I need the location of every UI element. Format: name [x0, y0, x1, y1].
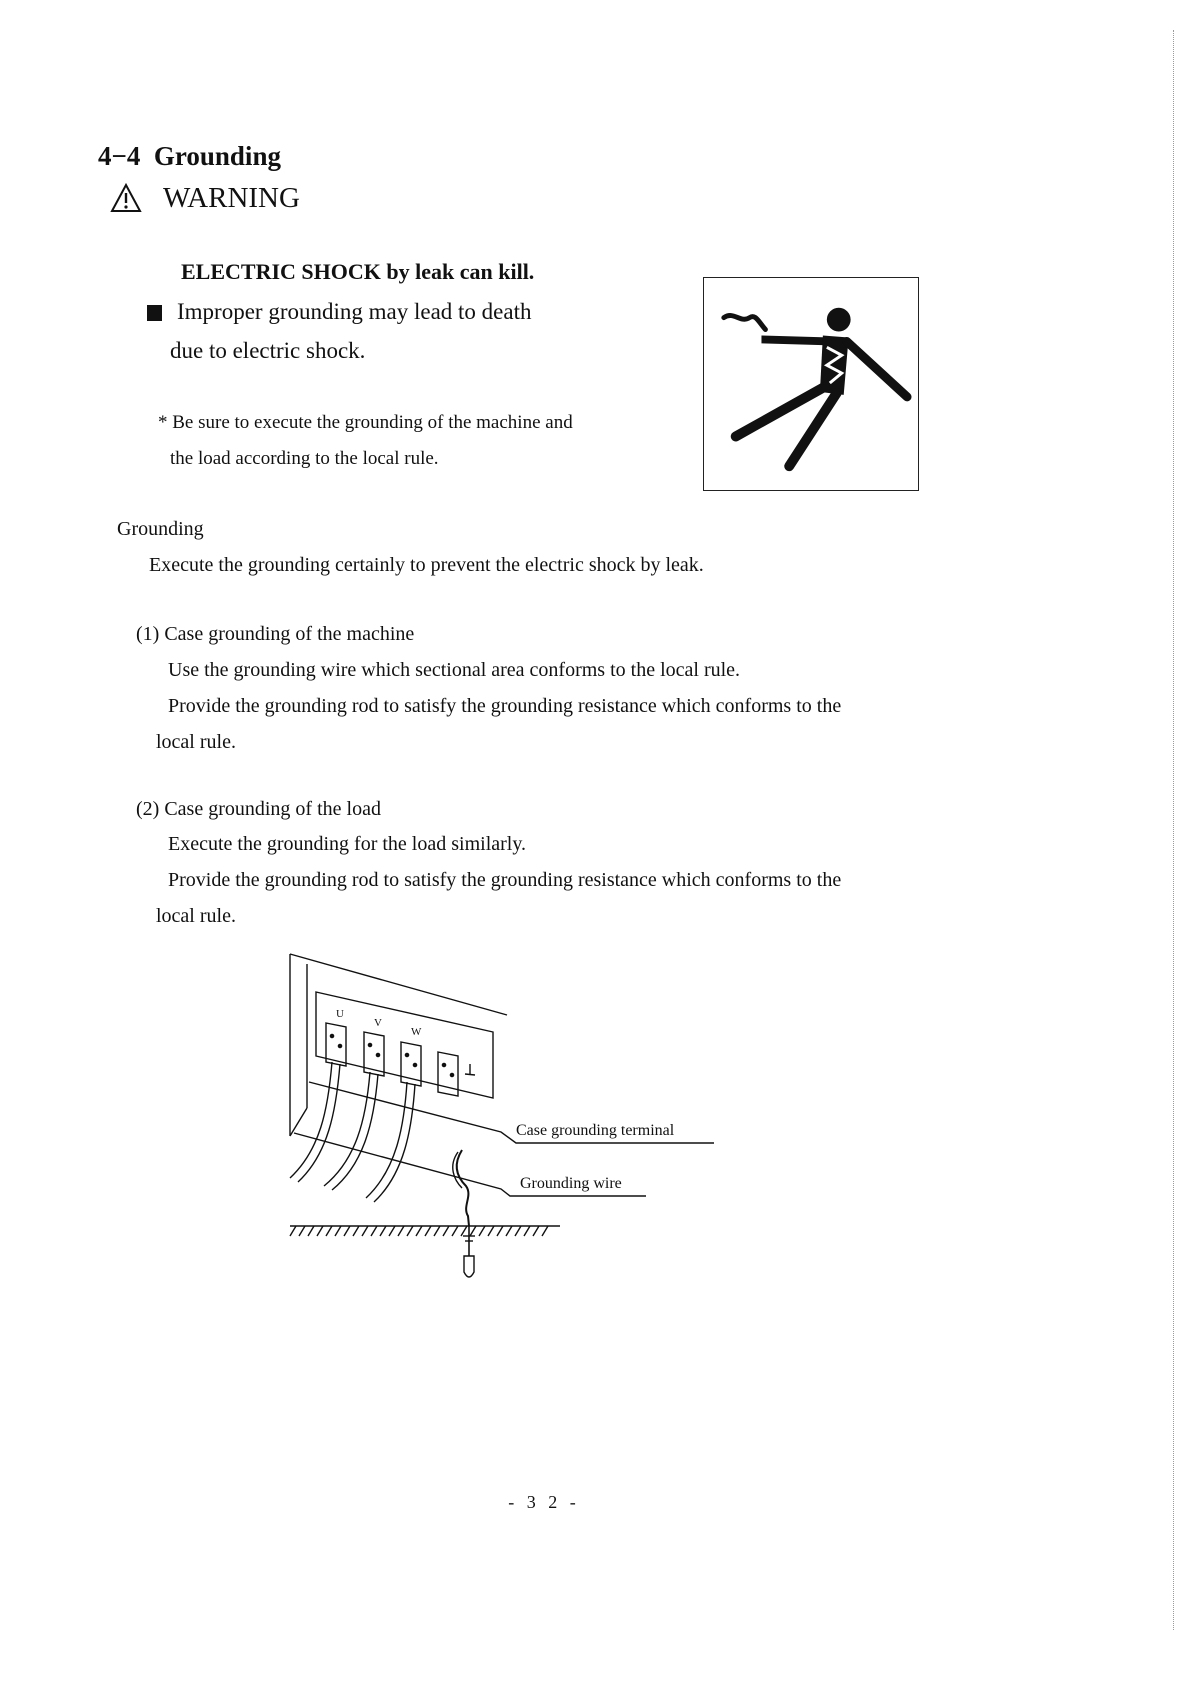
grounding-intro: Execute the grounding certainly to prevent the electric shock by leak.	[149, 554, 704, 576]
ground-hatch-mark	[335, 1226, 341, 1236]
item1-line: Use the grounding wire which sectional area conforms to the local rule.	[168, 659, 741, 681]
ground-hatch-mark	[452, 1226, 458, 1236]
power-cable	[290, 1062, 332, 1178]
hazard-note-line: * Be sure to execute the grounding of the machine and	[158, 412, 573, 433]
item2-line: Provide the grounding rod to satisfy the grounding resistance which conforms to the	[168, 869, 842, 891]
ground-hatch-mark	[470, 1226, 476, 1236]
ground-hatch-mark	[542, 1226, 548, 1236]
case-grounding-terminal-label: Case grounding terminal	[516, 1122, 675, 1139]
ground-hatch	[290, 1226, 548, 1236]
item1-line: Provide the grounding rod to satisfy the grounding resistance which conforms to the	[168, 695, 842, 717]
ground-hatch-mark	[317, 1226, 323, 1236]
cabinet-edge	[290, 1108, 307, 1136]
ground-hatch-mark	[290, 1226, 296, 1236]
ground-hatch-mark	[443, 1226, 449, 1236]
ground-hatch-mark	[326, 1226, 332, 1236]
ground-hatch-mark	[434, 1226, 440, 1236]
item2-line: Execute the grounding for the load similarly.	[168, 833, 527, 855]
electric-shock-icon	[704, 278, 918, 490]
ground-hatch-mark	[506, 1226, 512, 1236]
hazard-headline: ELECTRIC SHOCK by leak can kill.	[181, 259, 535, 284]
ground-hatch-mark	[488, 1226, 494, 1236]
power-cable	[298, 1064, 340, 1182]
hazard-note-line: the load according to the local rule.	[170, 448, 439, 469]
power-cable	[374, 1084, 415, 1202]
section-heading	[98, 140, 281, 172]
ground-hatch-mark	[533, 1226, 539, 1236]
ground-symbol-icon	[465, 1064, 475, 1075]
hazard-bullet-line: Improper grounding may lead to death	[177, 299, 532, 324]
power-cable	[332, 1074, 378, 1190]
terminal-label: W	[411, 1026, 422, 1038]
grounding-diagram	[270, 940, 730, 1290]
item1-title: (1) Case grounding of the machine	[136, 623, 415, 645]
terminal	[401, 1042, 421, 1086]
hazard-bullet-line: due to electric shock.	[170, 338, 366, 363]
ground-hatch-mark	[479, 1226, 485, 1236]
square-bullet-icon	[147, 305, 162, 321]
cabinet-edge	[290, 954, 507, 1015]
terminal-label: U	[336, 1008, 344, 1020]
ground-hatch-mark	[353, 1226, 359, 1236]
grounding-subheading: Grounding	[117, 518, 204, 540]
ground-hatch-mark	[497, 1226, 503, 1236]
ground-hatch-mark	[344, 1226, 350, 1236]
section-title: Grounding	[153, 141, 281, 171]
ground-hatch-mark	[371, 1226, 377, 1236]
ground-hatch-mark	[299, 1226, 305, 1236]
page-number: - 3 2 -	[508, 1492, 580, 1512]
scan-edge-line	[1173, 30, 1174, 1630]
warning-triangle-icon	[110, 183, 142, 213]
ground-hatch-mark	[398, 1226, 404, 1236]
power-cable	[324, 1072, 370, 1186]
ground-hatch-mark	[389, 1226, 395, 1236]
electric-shock-pictogram-box	[703, 277, 919, 491]
ground-rod	[464, 1256, 474, 1277]
ground-hatch-mark	[380, 1226, 386, 1236]
ground-hatch-mark	[425, 1226, 431, 1236]
item2-line: local rule.	[156, 905, 236, 927]
warning-label: WARNING	[163, 182, 300, 214]
grounding-wire-label: Grounding wire	[520, 1175, 622, 1192]
section-number: 4−4	[98, 141, 141, 171]
grounding-wire	[457, 1150, 469, 1226]
ground-hatch-mark	[524, 1226, 530, 1236]
ground-hatch-mark	[362, 1226, 368, 1236]
ground-hatch-mark	[461, 1226, 467, 1236]
ground-hatch-mark	[515, 1226, 521, 1236]
ground-hatch-mark	[407, 1226, 413, 1236]
item1-line: local rule.	[156, 731, 236, 753]
ground-hatch-mark	[416, 1226, 422, 1236]
terminal-label: V	[374, 1017, 382, 1029]
ground-hatch-mark	[308, 1226, 314, 1236]
power-cable	[366, 1082, 407, 1198]
item2-title: (2) Case grounding of the load	[136, 798, 381, 820]
